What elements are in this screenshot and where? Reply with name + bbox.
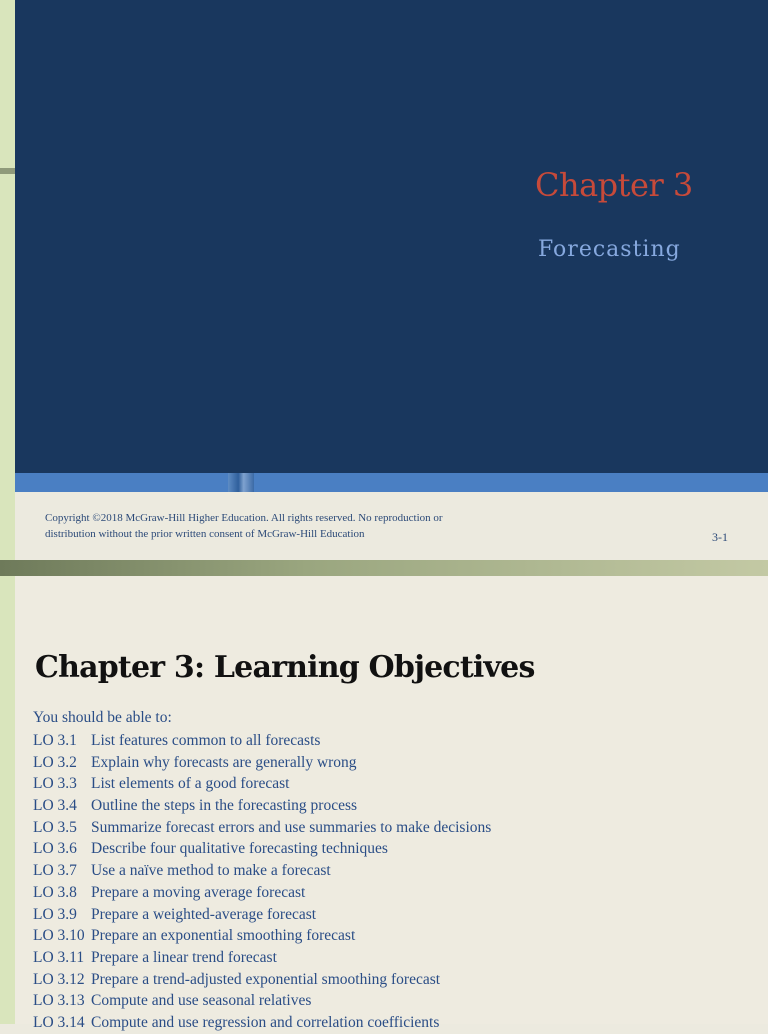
title-panel [15, 0, 768, 473]
objective-text: Prepare a linear trend forecast [91, 948, 277, 966]
strip-notch [0, 168, 15, 174]
accent-bar [15, 473, 768, 492]
objective-code: LO 3.9 [33, 905, 77, 923]
objectives-intro: You should be able to: [33, 709, 172, 726]
chapter-title: Chapter 3 [535, 166, 693, 204]
objective-code: LO 3.5 [33, 818, 77, 836]
objective-code: LO 3.14 [33, 1013, 85, 1031]
objective-code: LO 3.13 [33, 992, 85, 1010]
objective-code: LO 3.7 [33, 862, 77, 880]
objective-text: Compute and use regression and correlation coefficients [91, 1013, 440, 1031]
objective-code: LO 3.4 [33, 797, 77, 815]
objective-code: LO 3.6 [33, 840, 77, 858]
objective-text: Outline the steps in the forecasting process [91, 797, 358, 815]
objective-item [33, 817, 491, 839]
objective-code: LO 3.10 [33, 927, 85, 945]
objective-code: LO 3.1 [33, 732, 77, 749]
objective-item [33, 925, 491, 947]
objective-code: LO 3.8 [33, 883, 77, 901]
objective-text: Summarize forecast errors and use summaries to make decisions [91, 818, 492, 836]
slide-2 [15, 576, 768, 1031]
objective-item [33, 860, 491, 882]
objective-item [33, 752, 491, 774]
objective-text: Compute and use seasonal relatives [91, 992, 312, 1010]
objective-code: LO 3.12 [33, 970, 85, 988]
objective-text: List features common to all forecasts [91, 732, 321, 749]
objective-item [33, 947, 491, 969]
objective-text: Prepare a moving average forecast [91, 883, 306, 901]
left-decorative-strip [0, 0, 15, 1024]
copyright-notice [45, 510, 535, 542]
objective-code: LO 3.2 [33, 753, 77, 771]
objective-text: Prepare an exponential smoothing forecast [91, 927, 356, 945]
slide-number: 3-1 [712, 530, 728, 544]
objective-code: LO 3.11 [33, 948, 85, 966]
copyright-line: Copyright ©2018 McGraw-Hill Higher Education. All rights reserved. No reproduction or [45, 512, 443, 524]
objective-item [33, 1012, 491, 1034]
objective-item [33, 838, 491, 860]
slide-heading: Chapter 3: Learning Objectives [35, 650, 535, 685]
objective-text: Prepare a trend-adjusted exponential smoothing forecast [91, 970, 441, 988]
objective-item [33, 773, 491, 795]
objective-item [33, 969, 491, 991]
chapter-subtitle: Forecasting [538, 237, 681, 262]
learning-objectives-list [33, 730, 491, 1034]
slide-1 [15, 0, 768, 560]
objective-item [33, 882, 491, 904]
objective-code: LO 3.3 [33, 775, 77, 793]
objective-text: Describe four qualitative forecasting techniques [91, 840, 388, 858]
objective-item [33, 795, 491, 817]
accent-bar-highlight [228, 473, 254, 492]
objective-item [33, 730, 491, 752]
objective-item [33, 990, 491, 1012]
objective-text: Explain why forecasts are generally wrong [91, 753, 357, 771]
objective-text: List elements of a good forecast [91, 775, 290, 793]
copyright-line: distribution without the prior written consent of McGraw-Hill Education [45, 528, 365, 540]
objective-text: Prepare a weighted-average forecast [91, 905, 317, 923]
slide-divider [0, 560, 768, 576]
objective-item [33, 904, 491, 926]
objective-text: Use a naïve method to make a forecast [91, 862, 331, 880]
